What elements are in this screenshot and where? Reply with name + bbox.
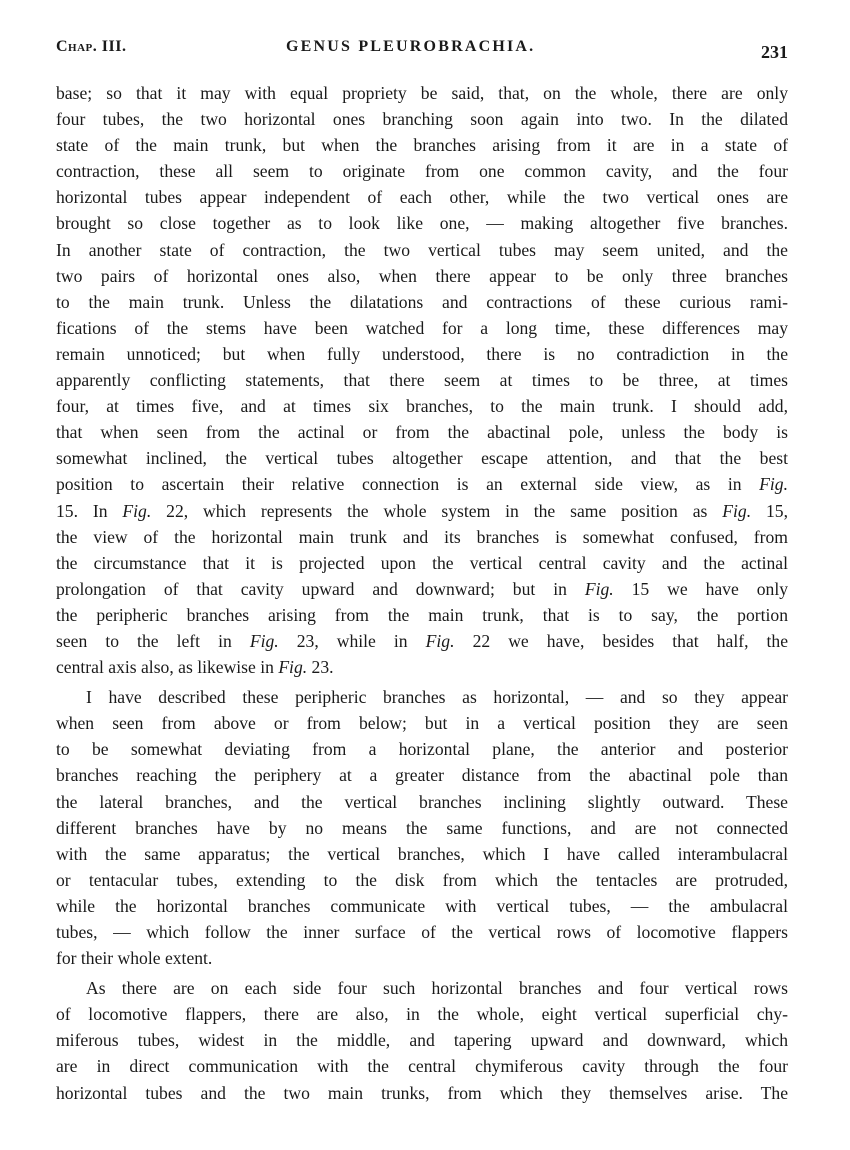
text-line: I have described these peripheric branches as horizontal, — and so they appear (86, 687, 788, 708)
text-line: are in direct communication with the central chymiferous cavity through the four (56, 1056, 788, 1077)
text-line: with the same apparatus; the vertical branches, which I have called interambulacral (56, 843, 788, 864)
running-title: GENUS PLEUROBRACHIA. (286, 38, 536, 55)
text-line: of locomotive flappers, there are also, in the whole, eight vertical superficial chy- (56, 1004, 788, 1025)
text-line: four tubes, the two horizontal ones branching soon again into two. In the dilated (56, 109, 788, 130)
text-line: branches reaching the periphery at a greater distance from the abactinal pole than (56, 765, 788, 786)
text-line: base; so that it may with equal propriety be said, that, on the whole, there are only (56, 83, 788, 103)
text-line: fications of the stems have been watched for a long time, these differences may (56, 317, 788, 338)
text-line: tubes, — which follow the inner surface of the vertical rows of locomotive flappers (56, 922, 788, 942)
text-line: apparently conflicting statements, that there seem at times to be three, at times (56, 370, 788, 391)
text-line: seen to the left in Fig. 23, while in Fig. 22 we have, besides that half, the (56, 630, 788, 651)
body-text (56, 80, 788, 1106)
text-line: state of the main trunk, but when the branches arising from it are in a state of (56, 135, 788, 156)
text-line: miferous tubes, widest in the middle, and tapering upward and downward, which (56, 1030, 788, 1051)
text-line: while the horizontal branches communicate with vertical tubes, — the ambulacral (56, 895, 788, 916)
text-line: different branches have by no means the same functions, and are not connected (56, 817, 788, 838)
text-line: or tentacular tubes, extending to the disk from which the tentacles are protruded, (56, 869, 788, 890)
text-line: position to ascertain their relative connection is an external side view, as in Fig. (56, 474, 788, 495)
text-line: the peripheric branches arising from the main trunk, that is to say, the portion (56, 604, 788, 625)
text-line: to be somewhat deviating from a horizontal plane, the anterior and posterior (56, 739, 788, 760)
page-number: 231 (761, 42, 788, 62)
text-line: central axis also, as likewise in Fig. 23. (56, 657, 334, 678)
text-line: to the main trunk. Unless the dilatations and contractions of these curious rami- (56, 291, 788, 312)
text-line: two pairs of horizontal ones also, when there appear to be only three branches (56, 265, 788, 286)
text-line: the circumstance that it is projected upon the vertical central cavity and the actinal (56, 552, 788, 573)
text-line: the view of the horizontal main trunk and its branches is somewhat confused, from (56, 526, 788, 547)
book-page (56, 30, 788, 1106)
text-line: four, at times five, and at times six branches, to the main trunk. I should add, (56, 396, 788, 417)
text-line: the lateral branches, and the vertical branches inclining slightly outward. These (56, 791, 788, 812)
text-line: As there are on each side four such horizontal branches and four vertical rows (86, 978, 788, 999)
text-line: contraction, these all seem to originate from one common cavity, and the four (56, 161, 788, 182)
text-line: that when seen from the actinal or from the abactinal pole, unless the body is (56, 422, 788, 443)
text-line: for their whole extent. (56, 948, 213, 969)
paragraph-2 (56, 684, 788, 971)
chapter-label: Chap. III. (56, 38, 127, 55)
text-line: horizontal tubes appear independent of each other, while the two vertical ones are (56, 187, 788, 208)
text-line: somewhat inclined, the vertical tubes altogether escape attention, and that the best (56, 448, 788, 469)
text-line: In another state of contraction, the two vertical tubes may seem united, and the (56, 239, 788, 260)
text-line: horizontal tubes and the two main trunks, from which they themselves arise. The (56, 1082, 788, 1103)
text-line: 15. In Fig. 22, which represents the whole system in the same position as Fig. 15, (56, 500, 788, 521)
text-line: when seen from above or from below; but in a vertical position they are seen (56, 713, 788, 734)
text-line: prolongation of that cavity upward and downward; but in Fig. 15 we have only (56, 578, 788, 599)
text-line: remain unnoticed; but when fully understood, there is no contradiction in the (56, 343, 788, 364)
paragraph-3 (56, 975, 788, 1105)
running-head (56, 30, 788, 64)
paragraph-1 (56, 80, 788, 680)
text-line: brought so close together as to look like one, — making altogether five branches. (56, 213, 788, 234)
